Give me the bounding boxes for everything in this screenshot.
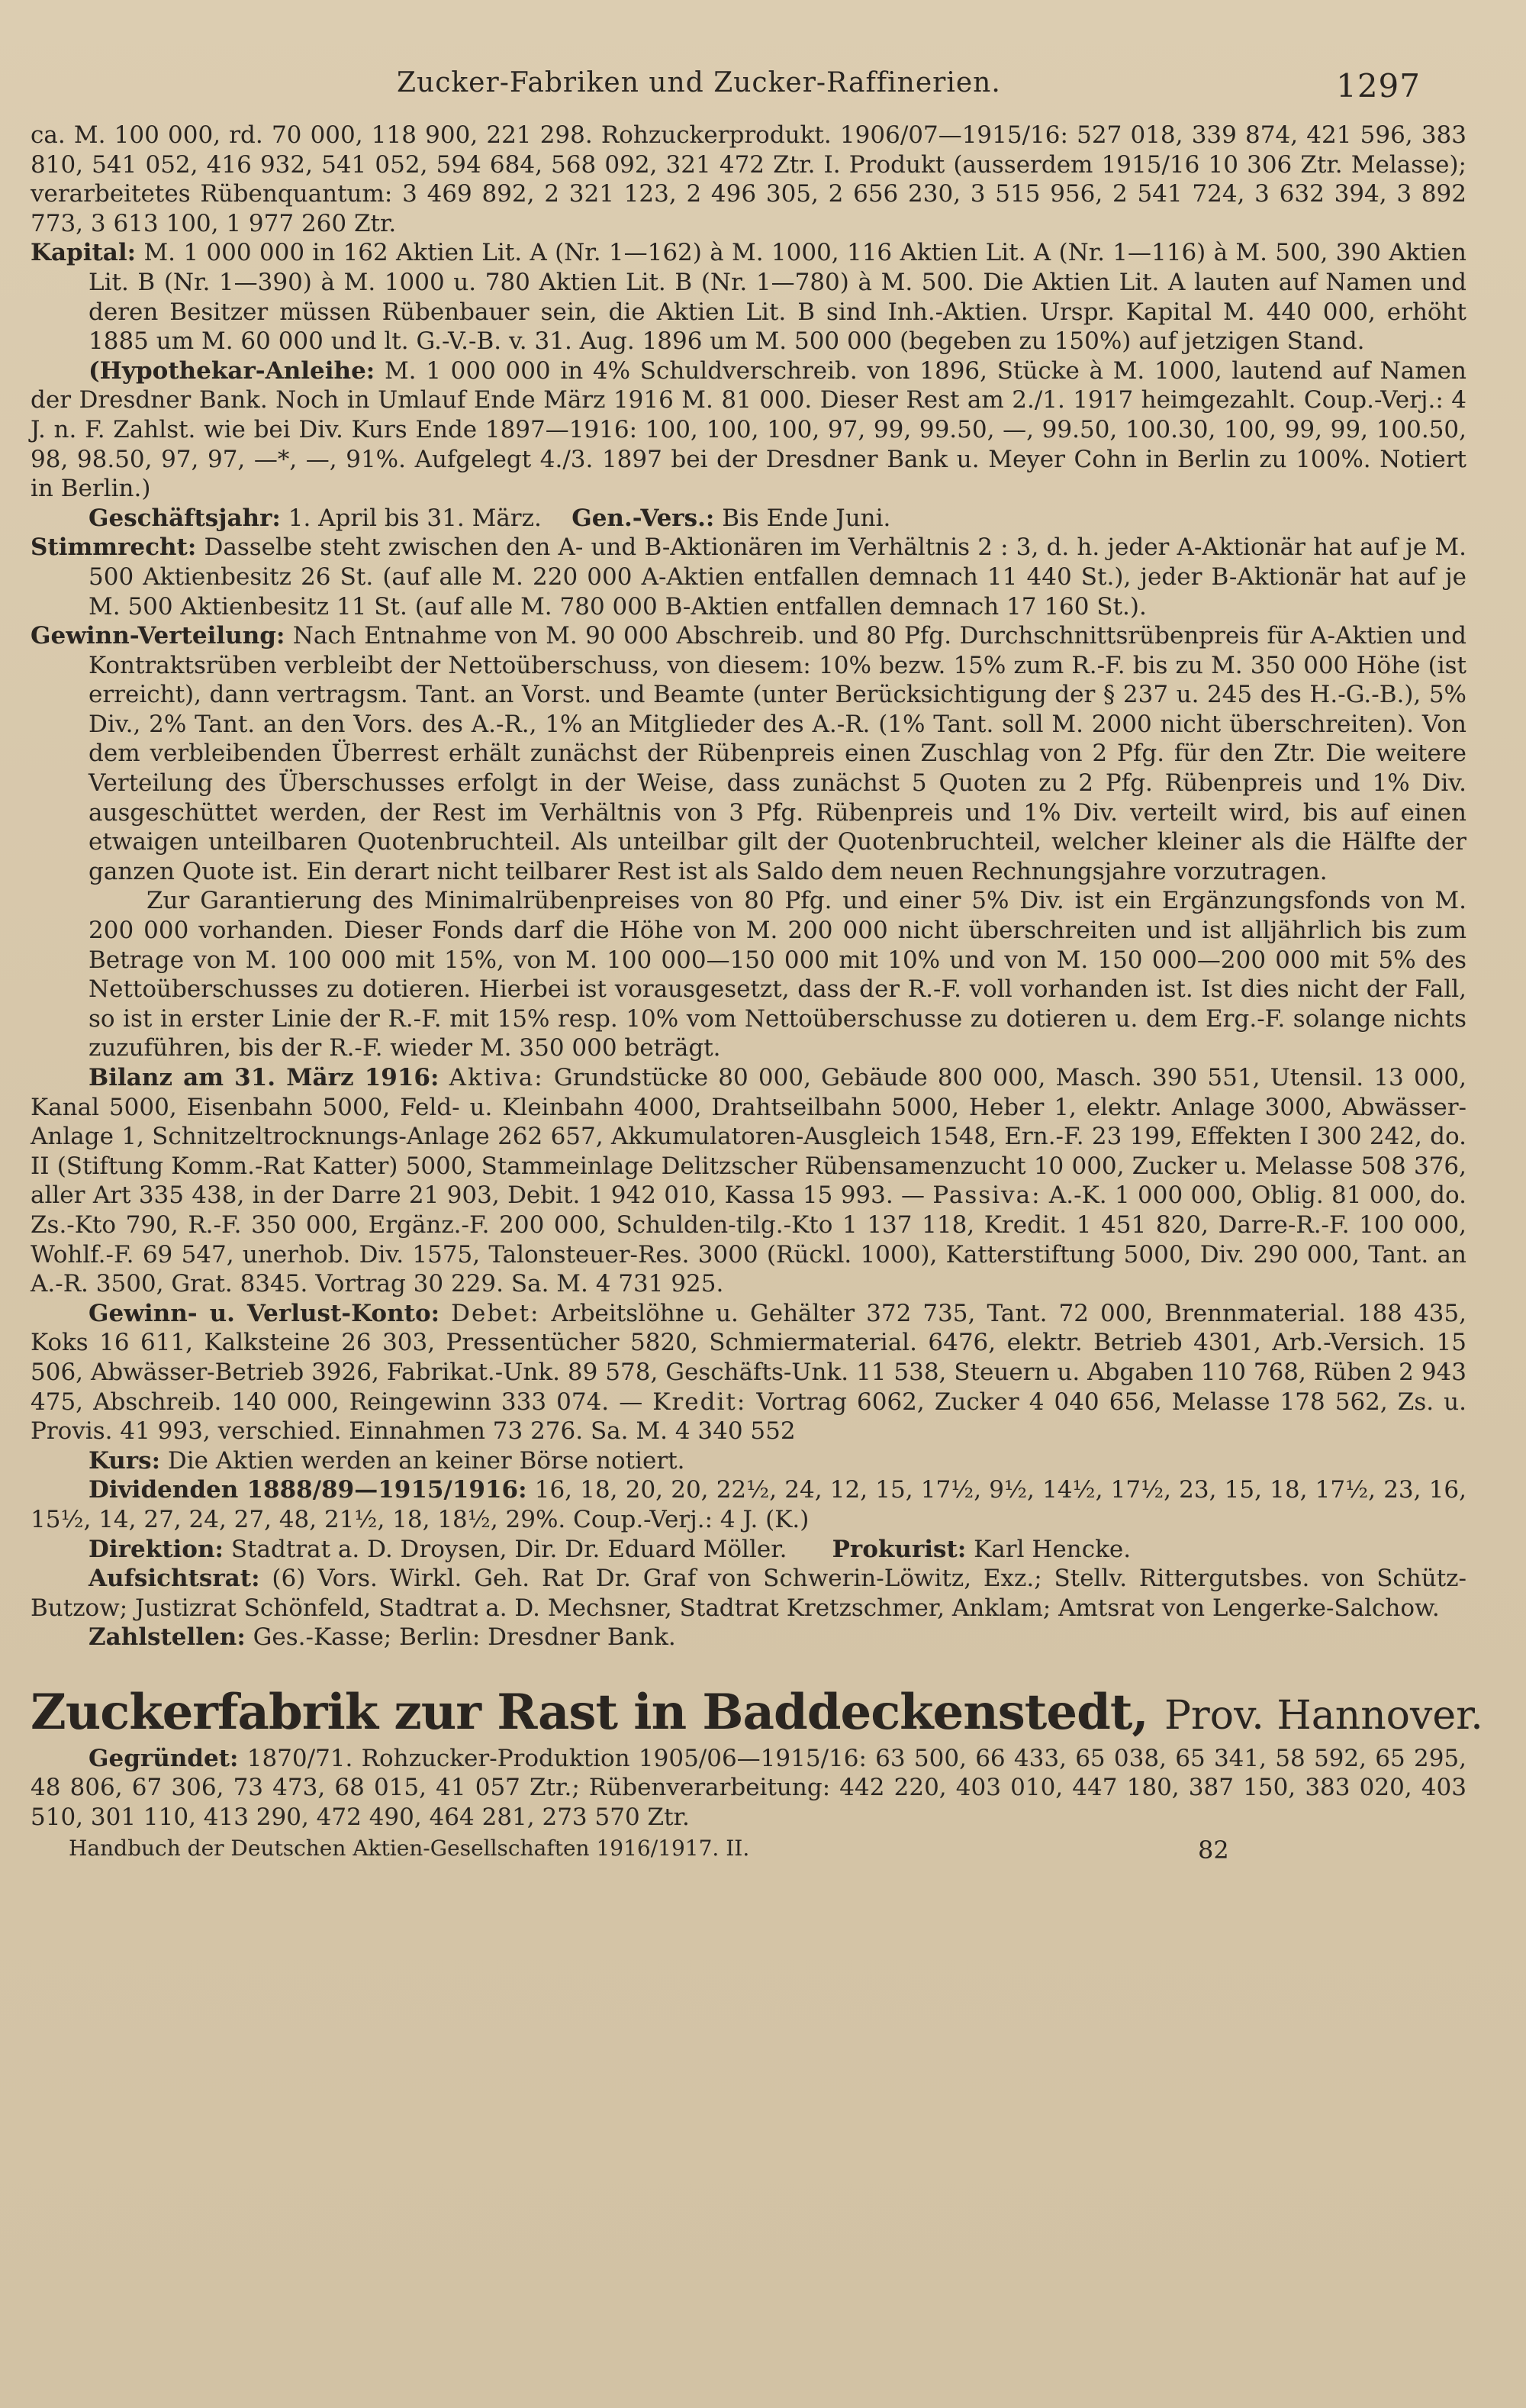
gegruendet-label: Gegründet: xyxy=(89,1744,239,1772)
geschaeftsjahr-text: 1. April bis 31. März. xyxy=(288,504,542,532)
gewinn-verteilung-paragraph xyxy=(31,621,1466,886)
aktiva-text: Grundstücke 80 000, Gebäude 800 000, Masch. 390 551, Utensil. 13 000, Kanal 5000, Eisenbahn 5000, Feld- u. Kleinbahn 4000, Drahtseilbahn 5000, Heber 1, elektr. Anlage 3000, Abwässer-Anlage 1, Schnitzeltrocknungs-Anlage 262 657, Akkumulatoren-Ausgleich 1548, Ern.-F. 23 199, Effekten I 300 242, do. II (Stiftung Komm.-Rat Katter) 5000, Stammeinlage Delitzscher Rübensamenzucht 10 000, Zucker u. Melasse 508 376, aller Art 335 438, in der Darre 21 903, Debit. 1 942 010, Kassa 15 993. — xyxy=(31,1064,1467,1210)
guv-label: Gewinn- u. Verlust-Konto: xyxy=(89,1299,440,1327)
gegruendet-paragraph xyxy=(31,1744,1466,1833)
publication-title: Handbuch der Deutschen Aktien-Gesellschaften 1916/1917. II. xyxy=(69,1835,750,1861)
company-name: Zuckerfabrik zur Rast in Baddeckenstedt, xyxy=(31,1683,1148,1741)
direktion-label: Direktion: xyxy=(89,1535,224,1563)
stimmrecht-paragraph xyxy=(31,533,1466,621)
aufsichtsrat-paragraph xyxy=(31,1564,1466,1623)
signature-mark: 82 xyxy=(1198,1835,1229,1865)
aktiva-label: Aktiva: xyxy=(449,1064,544,1091)
debet-text: Arbeitslöhne u. Gehälter 372 735, Tant. 72 000, Brennmaterial. 188 435, Koks 16 611, Kalksteine 26 303, Pressentücher 5820, Schmiermaterial. 6476, elektr. Betrieb 4301, Arb.-Versich. 15 506, Abwässer-Betrieb 3926, Fabrikat.-Unk. 89 578, Geschäfts-Unk. 11 538, Steuern u. Abgaben 110 768, Rüben 2 943 475, Abschreib. 140 000, Reingewinn 333 074. — xyxy=(31,1299,1466,1416)
page-footer xyxy=(31,1836,1466,1868)
gen-vers-label: Gen.-Vers.: xyxy=(571,504,715,532)
kapital-label: Kapital: xyxy=(31,239,137,267)
geschaeftsjahr-paragraph xyxy=(31,504,1466,533)
page-body xyxy=(31,121,1483,1833)
company-heading xyxy=(31,1683,1483,1744)
production-paragraph: ca. M. 100 000, rd. 70 000, 118 900, 221 298. Rohzuckerprodukt. 1906/07—1915/16: 527 018, 339 874, 421 596, 383 810, 541 052, 416 932, 541 052, 594 684, 568 092, 321 472 Ztr. I. Produkt (ausserdem 1915/16 10 306 Ztr. Melasse); verarbeitetes Rübenquantum: 3 469 892, 2 321 123, 2 496 305, 2 656 230, 3 515 956, 2 541 724, 3 632 394, 3 892 773, 3 613 100, 1 977 260 Ztr. xyxy=(31,121,1466,237)
zahlstellen-text: Ges.-Kasse; Berlin: Dresdner Bank. xyxy=(253,1623,676,1652)
company-province: Prov. Hannover. xyxy=(1164,1692,1483,1739)
anleihe-text: M. 1 000 000 in 4% Schuldverschreib. von 1896, Stücke à M. 1000, lautend auf Namen der Dresdner Bank. Noch in Umlauf Ende März 1916 M. 81 000. Dieser Rest am 2./1. 1917 heimgezahlt. Coup.-Verj.: 4 J. n. F. Zahlst. wie bei Div. Kurs Ende 1897—1916: 100, 100, 100, 97, 99, 99.50, —, 99.50, 100.30, 100, 99, 99, 100.50, 98, 98.50, 97, 97, —*, —, 91%. Aufgelegt 4./3. 1897 bei der Dresdner Bank u. Meyer Cohn in Berlin zu 100%. Notiert in Berlin.) xyxy=(31,356,1466,503)
gewinn-verteilung-text: Nach Entnahme von M. 90 000 Abschreib. und 80 Pfg. Durchschnittsrübenpreis für A-Aktien und Kontraktsrüben verbleibt der Nettoüberschuss, von diesem: 10% bezw. 15% zum R.-F. bis zu M. 350 000 Höhe (ist erreicht), dann vertragsm. Tant. an Vorst. und Beamte (unter Berücksichtigung der § 237 u. 245 des H.-G.-B.), 5% Div., 2% Tant. an den Vors. des A.-R., 1% an Mitglieder des A.-R. (1% Tant. soll M. 2000 nicht überschreiten). Von dem verbleibenden Überrest erhält zunächst der Rübenpreis einen Zuschlag von 2 Pfg. für den Ztr. Die weitere Verteilung des Überschusses erfolgt in der Weise, dass zunächst 5 Quoten zu 2 Pfg. Rübenpreis und 1% Div. ausgeschüttet werden, der Rest im Verhältnis von 3 Pfg. Rübenpreis und 1% Div. verteilt wird, bis auf einen etwaigen unteilbaren Quotenbruchteil. Als unteilbar gilt der Quotenbruchteil, welcher kleiner als die Hälfte der ganzen Quote ist. Ein derart nicht teilbarer Rest ist als Saldo dem neuen Rechnungsjahre vorzutragen. xyxy=(89,622,1466,885)
debet-label: Debet: xyxy=(451,1299,540,1327)
gegruendet-text: 1870/71. Rohzucker-Produktion 1905/06—1915/16: 63 500, 66 433, 65 038, 65 341, 58 592, 65 295, 48 806, 67 306, 73 473, 68 015, 41 057 Ztr.; Rübenverarbeitung: 442 220, 403 010, 447 180, 387 150, 383 020, 403 510, 301 110, 413 290, 472 490, 464 281, 273 570 Ztr. xyxy=(31,1744,1466,1832)
anleihe-paragraph xyxy=(31,356,1466,504)
kredit-text: Vortrag 6062, Zucker 4 040 656, Melasse 178 562, Zs. u. Provis. 41 993, verschied. Einnahmen 73 276. Sa. M. 4 340 552 xyxy=(31,1388,1466,1446)
guv-paragraph xyxy=(31,1299,1466,1446)
direktion-text: Stadtrat a. D. Droysen, Dir. Dr. Eduard Möller. xyxy=(230,1535,787,1563)
kurs-text: Die Aktien werden an keiner Börse notiert. xyxy=(167,1446,685,1475)
dividenden-label: Dividenden 1888/89—1915/1916: xyxy=(89,1476,527,1504)
stimmrecht-label: Stimmrecht: xyxy=(31,533,197,562)
zahlstellen-paragraph xyxy=(31,1623,1466,1652)
garantie-paragraph: Zur Garantierung des Minimalrübenpreises von 80 Pfg. und einer 5% Div. ist ein Ergänzungsfonds von M. 200 000 vorhanden. Dieser Fonds darf die Höhe von M. 200 000 nicht überschreiten und ist alljährlich bis zum Betrage von M. 100 000 mit 15%, von M. 100 000—150 000 mit 10% und von M. 150 000—200 000 mit 5% des Nettoüberschusses zu dotieren. Hierbei ist vorausgesetzt, dass der R.-F. voll vorhanden ist. Ist dies nicht der Fall, so ist in erster Linie der R.-F. mit 15% resp. 10% vom Nettoüberschusse zu dotieren u. dem Erg.-F. solange nichts zuzuführen, bis der R.-F. wieder M. 350 000 beträgt. xyxy=(89,887,1466,1062)
geschaeftsjahr-label: Geschäftsjahr: xyxy=(89,504,281,532)
prokurist-label: Prokurist: xyxy=(832,1535,967,1563)
bilanz-paragraph xyxy=(31,1063,1466,1299)
gen-vers-text: Bis Ende Juni. xyxy=(722,504,891,532)
kurs-paragraph xyxy=(31,1446,1466,1476)
direktion-paragraph xyxy=(31,1535,1466,1565)
dividenden-paragraph xyxy=(31,1475,1466,1534)
zahlstellen-label: Zahlstellen: xyxy=(89,1623,246,1652)
gewinn-verteilung-label: Gewinn-Verteilung: xyxy=(31,622,285,650)
prokurist-text: Karl Hencke. xyxy=(974,1535,1132,1563)
dividenden-text: 16, 18, 20, 20, 22½, 24, 12, 15, 17½, 9½, 14½, 17½, 23, 15, 18, 17½, 23, 16, 15½, 14, 27, 24, 27, 48, 21½, 18, 18½, 29%. Coup.-Verj.: 4 J. (K.) xyxy=(31,1476,1467,1533)
bilanz-label: Bilanz am 31. März 1916: xyxy=(89,1064,439,1091)
page-header xyxy=(31,67,1466,121)
page-number: 1297 xyxy=(1336,67,1421,105)
running-title: Zucker-Fabriken und Zucker-Raffinerien. xyxy=(397,67,1001,98)
kapital-paragraph xyxy=(31,238,1466,356)
passiva-text: A.-K. 1 000 000, Oblig. 81 000, do. Zs.-Kto 790, R.-F. 350 000, Ergänz.-F. 200 000, Schulden-tilg.-Kto 1 137 118, Kredit. 1 451 820, Darre-R.-F. 100 000, Wohlf.-F. 69 547, unerhob. Div. 1575, Talonsteuer-Res. 3000 (Rückl. 1000), Katterstiftung 5000, Div. 290 000, Tant. an A.-R. 3500, Grat. 8345. Vortrag 30 229. Sa. M. 4 731 925. xyxy=(31,1181,1466,1298)
stimmrecht-text: Dasselbe steht zwischen den A- und B-Aktionären im Verhältnis 2 : 3, d. h. jeder A-Aktionär hat auf je M. 500 Aktienbesitz 26 St. (auf alle M. 220 000 A-Aktien entfallen demnach 11 440 St.), jeder B-Aktionär hat auf je M. 500 Aktienbesitz 11 St. (auf alle M. 780 000 B-Aktien entfallen demnach 17 160 St.). xyxy=(89,533,1466,621)
kredit-label: Kredit: xyxy=(652,1388,747,1416)
passiva-label: Passiva: xyxy=(932,1181,1041,1210)
anleihe-label: (Hypothekar-Anleihe: xyxy=(89,356,375,385)
aufsichtsrat-label: Aufsichtsrat: xyxy=(89,1565,260,1593)
kapital-text: M. 1 000 000 in 162 Aktien Lit. A (Nr. 1—162) à M. 1000, 116 Aktien Lit. A (Nr. 1—116) à M. 500, 390 Aktien Lit. B (Nr. 1—390) à M. 1000 u. 780 Aktien Lit. B (Nr. 1—780) à M. 500. Die Aktien Lit. A lauten auf Namen und deren Besitzer müssen Rübenbauer sein, die Aktien Lit. B sind Inh.-Aktien. Urspr. Kapital M. 440 000, erhöht 1885 um M. 60 000 und lt. G.-V.-B. v. 31. Aug. 1896 um M. 500 000 (begeben zu 150%) auf jetzigen Stand. xyxy=(89,239,1466,356)
aufsichtsrat-text: (6) Vors. Wirkl. Geh. Rat Dr. Graf von Schwerin-Löwitz, Exz.; Stellv. Rittergutsbes. von Schütz-Butzow; Justizrat Schönfeld, Stadtrat a. D. Mechsner, Stadtrat Kretzschmer, Anklam; Amtsrat von Lengerke-Salchow. xyxy=(31,1565,1466,1622)
kurs-label: Kurs: xyxy=(89,1446,161,1475)
